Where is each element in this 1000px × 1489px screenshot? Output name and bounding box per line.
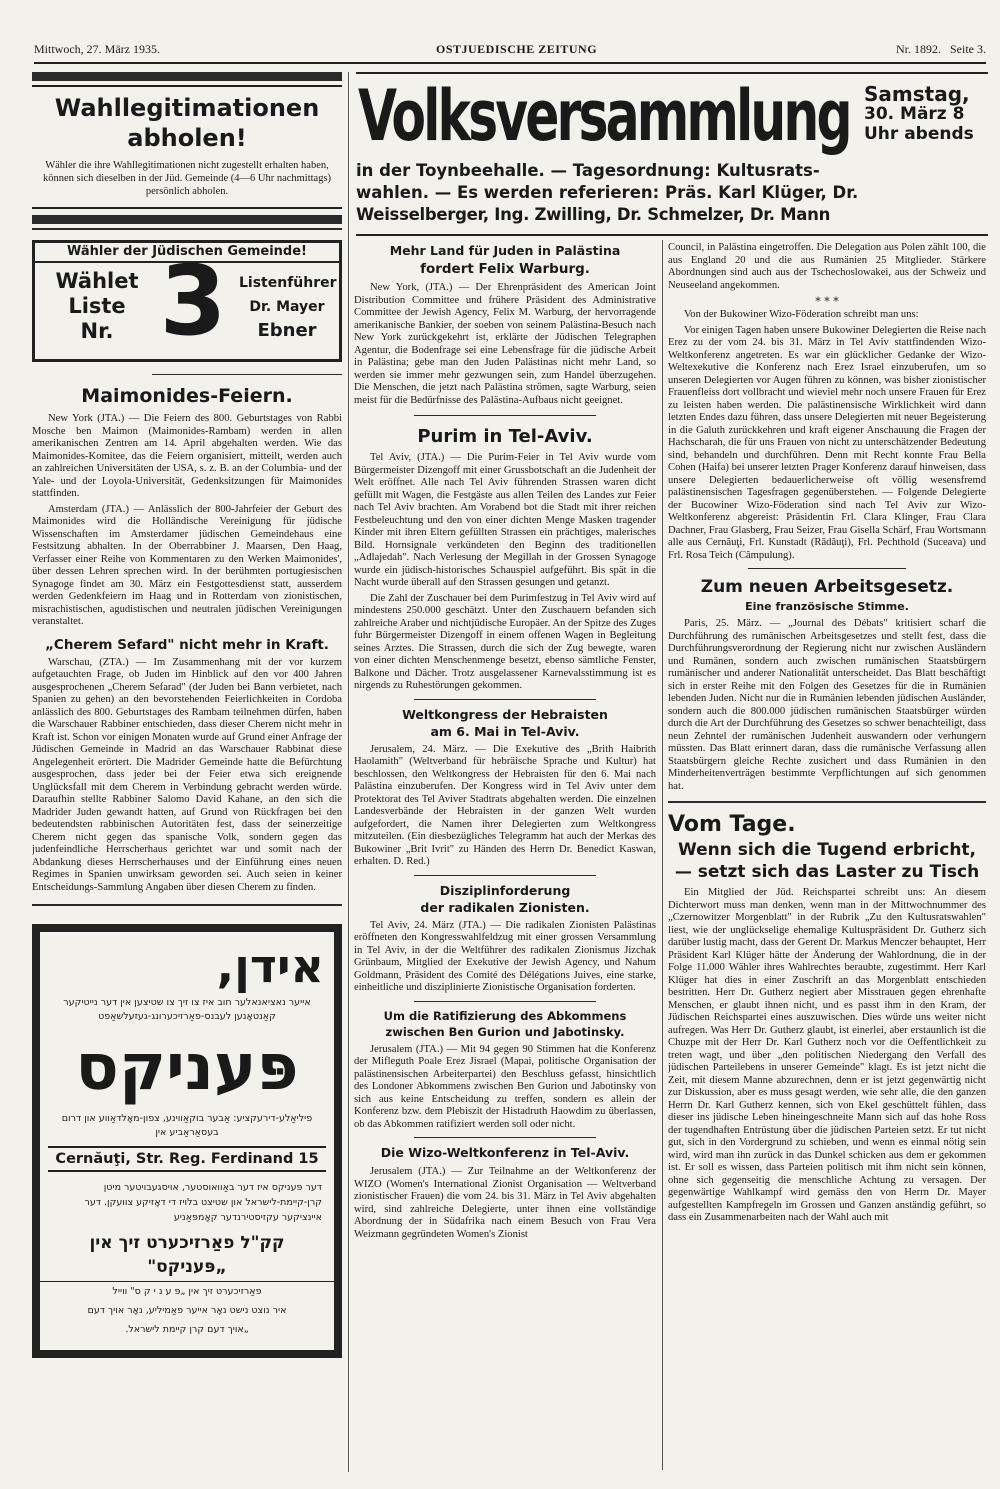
liste-right (239, 271, 335, 343)
liste-right-line: Listenführer (239, 275, 337, 291)
decorative-rule (32, 228, 342, 230)
liste-header: Wähler der Jüdischen Gemeinde! (35, 243, 339, 263)
liste-right-line: Ebner (257, 320, 317, 341)
ad-text: „אויך דעם קרן קיימת לישראל. (125, 1324, 249, 1335)
decorative-rule (414, 1137, 596, 1138)
liste-right-line: Dr. Mayer (249, 299, 325, 315)
liste-left-line: Liste (68, 294, 126, 318)
decorative-rule (414, 875, 596, 876)
volks-banner (356, 72, 988, 232)
liste-box (32, 240, 342, 362)
middle-column (354, 242, 656, 1472)
volks-line: Weisselberger, Ing. Zwilling, Dr. Schmelzer, Dr. Mann (356, 205, 831, 224)
ad-text: קק"ל פאַרזיכערט זיך אין „פּעניקס" (89, 1233, 285, 1277)
wahl-box (32, 85, 342, 209)
ratifiz-title: Um die Ratifizierung des Abkommens (383, 1008, 627, 1023)
ad-text: פאַרזיכערט זיך אין „פּ ע נ י ק ס" ווייל (40, 1281, 334, 1301)
wizo-paragraph: Von der Bukowiner Wizo-Föderation schreibt man uns: (684, 309, 919, 320)
wizo-title: Die Wizo-Weltkonferenz in Tel-Aviv. (380, 1145, 630, 1160)
masthead-page-number: Seite 3. (950, 42, 986, 56)
right-column (668, 242, 986, 1472)
tage-subtitle: Wenn sich die Tugend erbricht, (677, 840, 977, 860)
maimonides-paragraph: New York (JTA.) — Die Feiern des 800. Geburtstages von Rabbi Mosche ben Maimon (Maimonides-Rambam) werden in allen amerikanischen Zentren am 14. April abgehalten werden. Wie das Maimonides-Komitee, das die Feiern organisiert, mitteilt, werden auch an zahlreichen Universitäten der USA, s. z. B. an der Columbia- und der Yale- und der Loyola-Universität, Gedenksitzungen für Maimonides stattfinden. (32, 413, 342, 499)
volks-top-rule (356, 72, 988, 74)
decorative-rule (414, 699, 596, 700)
masthead-issue-page (896, 42, 986, 57)
decorative-rule (748, 568, 906, 569)
purim-title: Purim in Tel-Aviv. (417, 426, 593, 447)
purim-paragraph: Die Zahl der Zuschauer bei dem Purimfestzug in Tel Aviv wird auf mindestens 250.000 geschätzt. Unter den Zuschauern befanden sich zahlreiche Araber und nichtjüdische Europäer. An der Spitze des Zuges fuhr Bürgermeister Dizengoff in einem offenen Wagen in Begleitung seines Arztes. Die Strassen, durch die sich der Zug bewegte, waren von einer dichten Menschenmenge besetzt, ebenso sämtliche Fenster, Balkone und Dächer. Trotz ausgelassener Karnevalsstimmung ist es nirgends zu Ruhestörungen gekommen. (354, 592, 656, 691)
column-divider (662, 240, 663, 1470)
arbeit-subtitle: Eine französische Stimme. (745, 600, 909, 613)
maimonides-paragraph: Amsterdam (JTA.) — Anlässlich der 800-Jahrfeier der Geburt des Maimonides wird die Holländische Vereinigung für jüdische Wissenschaften im Amsterdamer jüdischen Gemeindehaus eine Festsitzung abhalten. In der Oberrabbiner J. Maarsen, Den Haag, Verfasser einer Reihe von Kommentaren zu den Werken Maimonides', über dessen Lehren sprechen wird. In der berühmten portugiesischen Synagoge findet am 30. März ein Festgottesdienst statt, ausserdem werden Gedenkfeiern im Haag und in Rotterdam von zionistischen, misrachistischen, agudistischen und neutralen jüdischen Vereinigungen veranstaltet. (32, 503, 342, 627)
left-column (32, 72, 342, 1472)
diszip-subtitle: der radikalen Zionisten. (420, 899, 590, 915)
masthead-paper-name: OSTJUEDISCHE ZEITUNG (436, 42, 598, 56)
arbeit-paragraph: Paris, 25. März. — „Journal des Débats" kritisiert scharf die Durchführung des rumänischen Arbeitsgesetzes und stellt fest, dass die Durchführungsverordnung der Regierung nicht nur zwischen Ausländern und Rumänen, sondern auch zwischen rumänischen Staatsbürgern rumänischer und anderer Nationalität unterscheidet. Das Blatt beschäftigt sich in erster Reihe mit den Folgen des Gesetzes für die in Rumänien lebenden Juden. Nicht nur die in Rumänien lebenden jüdischen Ausländer, sondern auch die 800.000 jüdischen rumänischen Staatsbürger würden durch die Art der Durchführung des Gesetzes so schwer benachteiligt, dass neun Zehntel der rumänischen Judenheit auswandern oder verhungern müssten. Das Blatt erinnert daran, dass die rumänische Verfassung allen Staatsbürgern gleiche Rechte zusichert und dass Rumänien in den Minderheitenverträgen bestimmte Verpflichtungen auf sich genommen hat. (668, 618, 986, 792)
tage-paragraph: Ein Mitglied der Jüd. Reichspartei schreibt uns: An diesem Dichterwort muss man denken, wenn man in der Mittwochnummer des „Czernowitzer Morgenblatt" in der Rubrik „Zu den Kultusratswahlen" liest, wie der unglückselige ehemalige Kultuspräsident Dr. Gutherz sich darüber lustig macht, dass der Gerent Dr. Markus Menczer behauptet, Herr Präsident Karl Klüger hätte der Änderung der Wahlordnung, die in der Folge 11.000 Wähler ihres Wahlrechtes beraubte, zugestimmt. Herr Karl Klüger hat dies in einer Zuschrift an das Morgenblatt entschieden bestritten. Herr Dr. Gutherz negiert aber Misstrauen gegen ehrenhafte Menschen, er glaubt ihnen nicht, und es passt ihm in den Kram, der Jüdischen Reichspartei eines auszuwischen. Dies würde uns weiter nicht aufregen. Was Herr Dr. Gutherz glaubt, ist einerlei, aber erstaunlich ist die Chuzpe mit der Herr Dr. Karl Gutherz noch vor die Oeffentlichkeit zu treten wagt, und über „den politischen Niedergang den Verfall des jüdischen Parteilebens in unserer Gemeinde" klagt. Es ist jetzt nicht die Zeit, mit diesem Manne abzurechnen, denn er ist jetzt gegenwärtig nicht zur Diskussion, aber es muss gesagt werden, wie sehr alle, die den ganzen Herrn Dr. Karl Gutherz kennen, sich von Ekel geschüttelt fühlen, dass dieser ins jüdische Leben hineingeschneite Mann sich auf das hohe Ross der tugendhaften Entrüstung über die jüdischen Parteien setzt. Er tut nicht gut, sich in den Vordergrund zu schieben, und wenn es einmal nötig sein wird, wird man ihn zurück in das Dunkel schicken aus dem er gekommen ist. Er soll es wissen, dass Parteien politisch mit ihm nicht sein können, ohne sich gegenseitig die menschliche Achtung zu versagen. Der gegenwärtige Wahlkampf wird gemäss den von Herrn Dr. Mayer aufgestellten Kampfregeln im Grossen und Ganzen anständig geführt, so dass ein Zusammenarbeiten nach der Wahl auch mit (668, 887, 986, 1223)
ratifiz-paragraph: Jerusalem (JTA.) — Mit 94 gegen 90 Stimmen hat die Konferenz der Mifleguth Poale Erez Jisrael (Mapai, politische Organisation der palästinensischen Arbeiterpartei) den Beschluss gefasst, hinsichtlich des Londoner Abkommens zwischen Ben Gurion und Jabotinsky von sich aus keine Entscheidung zu treffen, sondern es allein der Konferenz bzw. dem Plebiszit der Histadruth Haowdim zu überlassen, ob das Abkommen ratifiziert werden soll oder nicht. (354, 1043, 656, 1130)
cherem-paragraph: Warschau, (ZTA.) — Im Zusammenhang mit der vor kurzem aufgetauchten Frage, ob Juden im Hinblick auf den vor 400 Jahren ausgesprochenen „Cherem Sefarad" (der Juden bei Bann verbietet, nach Spanien zu gehen) an den bevorstehenden Feierlichkeiten in Cordoba anlässlich des 800. Geburtstages des Rambam teilnehmen dürfen, haben die Warschauer Rabbiner entschieden, dass dieser Cherem nicht mehr in Kraft ist. Schon vor einigen Monaten wurde auf Grund einer Anfrage der Jüdischen Gemeinde in Madrid an das Warschauer Rabbinat diese Angelegenheit erörtert. Die Madrider Gemeinde hatte die Befürchtung ausgesprochen, dass jeder bei der Feier etwa sich ereignende Unglücksfall mit dem Cherem in Verbindung gebracht werden würde. Daraufhin stellte Rabbiner Salomo David Kahane, an den sich die Madrider Juden gewandt hatten, auf Grund von Rückfragen bei den bedeutendsten rabbinischen Autoritäten fest, dass der seinerzeitige Cherem nicht gegen das spanische Volk, sondern gegen das judenfeindliche Herrscherhaus gerichtet war und somit nach der Abdankung dieses Herrscherhauses und der Einführung eines neuen Regimes in Spanien unwirksam geworden sei. Auch seien in keiner Entscheidungs-Sammlung Angaben über diesen Cherem zu finden. (32, 656, 342, 893)
land-title: Mehr Land für Juden in Palästina (389, 243, 621, 258)
volks-date: 30. März 8 (864, 104, 965, 124)
ad-address: Cernăuţi, Str. Reg. Ferdinand 15 (48, 1146, 326, 1172)
decorative-rule (32, 904, 342, 906)
ad-brand: פּעניקס (75, 1031, 299, 1105)
wahl-title: Wahllegitimationen (54, 94, 320, 122)
liste-number: 3 (159, 245, 227, 357)
masthead-date: Mittwoch, 27. März 1935. (34, 42, 160, 56)
wizo-paragraph: Vor einigen Tagen haben unsere Bukowiner Delegierten die Reise nach Erez zu der vom 24. bis 31. März in Tel Aviv stattfindenden Wizo-Weltkonferenz angetreten. Es war ein glücklicher Gedanke der Wizo-Weltexekutive die Konferenz nach Erez Israel einzuberufen, um so unseren Delegierten vor Augen führen zu können, was bisher zionistischer Frauenfleiss dort vollbracht und wieviel mehr noch unsere Frauen für Erez zu leisten haben werden. Die palästinensische Wirklichkeit wird dann letzten Endes dazu führen, dass unsere Delegierten mit neuer Begeisterung in die Galuth zurückkehren und kraft eigener Anschauung die Fragen der Hachscharah, die für uns Frauen von nicht zu unterschätzender Bedeutung sind, behandeln und durchführen. Denn mit Recht konnte Frau Bella Cohen (Haifa) bei unserer letzten Prager Konferenz darauf hinweisen, dass unsere Delegierten bedauerlicherweise oft völlig wesensfremd palästinensischen Tagesfragen gegenüberstehen. — Folgende Delegierte der Bucowiner Wizo-Föderation sind nach Tel Aviv zur Wizo-Weltkonferenz abgereist: Präsidentin Frl. Clara Klinger, Frau Clara Dachner, Frau Glasberg, Frau Seizer, Frau Gisella Schärf, Frau Wortsmann alle aus Cernăuţi, Frl. Kunstadt (Rădăuţi), Frl. Pechthold (Suceava) und Frl. Rosa Teich (Câmpulung). (668, 324, 986, 561)
wizo-paragraph-continued: Council, in Palästina eingetroffen. Die Delegation aus Polen zählt 100, die aus England 20 und die aus Rumänien 25 Mitglieder. Stärkere Abordnungen sind auch aus der Tschechoslowakei, aus der Schweiz und Neuseeland angekommen. (668, 242, 986, 291)
ratifiz-subtitle: zwischen Ben Gurion und Jabotinsky. (385, 1024, 625, 1039)
decorative-bar (32, 215, 342, 224)
phenix-ad (32, 924, 342, 1358)
diszip-paragraph: Tel Aviv, 24. März (JTA.) — Die radikalen Zionisten Palästinas eröffneten den Kongresswahlfeldzug mit einer grossen Versammlung in Tel Aviv, in der die Weltführer des radikalen Zionismus Jizchak Grünbaum, Mitglied der Exekutive der Jewish Agency, und Nahum Goldmann, Präsident des Comité des Délégations Juives, eine starke, einheitliche und disziplinierte Zionistische Organisation forderten. (354, 919, 656, 993)
maimonides-title: Maimonides-Feiern. (81, 385, 293, 407)
weltkongress-paragraph: Jerusalem, 24. März. — Die Exekutive des „Brith Haibrith Haolamith" (Weltverband für hebräische Sprache und Kultur) hat beschlossen, den Weltkongress der Hebraisten für den 6. Mai nach Palästina einzuberufen. Der Kongress wird in Tel Aviv unter dem Protektorat des Tel Aviver Stadtrats abgehalten werden. Die einzelnen Landesverbände der Hebraisten in der ganzen Welt wurden aufgefordert, die Namen ihrer Delegierten zum Weltkongress mitzuteilen. (Ein diesbezügliches Telegramm hat auch der Merkas des Bukowiner „Brit Ivrit" zu Händen des Herrn Dr. Benedict Kaswan, erhalten. D. Red.) (354, 743, 656, 867)
ad-text: דער פּעניקס איז דער באַוואוסטער, אויסגעבויטער מיטן קרן-קיימת-לישראל און שטיצט בלויז די דאָזיקע צוועקן. דער איינציקער עקזיסטירנדער קאָמפּאַניע (84, 1182, 322, 1223)
ad-text: איר נוצט נישט נאָר אייער פאַמיליע, נאָר אויך דעם (87, 1305, 287, 1316)
land-subtitle: fordert Felix Warburg. (420, 261, 590, 277)
masthead (34, 40, 986, 62)
arbeit-title: Zum neuen Arbeitsgesetz. (700, 577, 954, 597)
purim-paragraph: Tel Aviv, (JTA.) — Die Purim-Feier in Tel Aviv wurde vom Bürgermeister Dizengoff mit einer Grussbotschaft an die Judenheit der Welt eröffnet. Alle nach Tel Aviv führenden Strassen waren dicht gefüllt mit Wagen, die Festgäste aus allen Teilen des Landes zur Feier nach Tel Aviv brachten. Am Vorabend bot die Stadt mit ihrer reichen Festbeleuchtung und den von einer dichten Menge Masken tragender Kinder mit ihren Eltern gefüllten Strassen ein prächtiges, malerisches Bild. Hornsignale verkündeten den Beginn des traditionellen „Adlajedah". Nach Verlesung der Megillah in der Grossen Synagoge wurde ein jüdisch-historisches Schauspiel aufgeführt. Bis spät in die Nacht wurde überall auf den Strassen gesungen und getanzt. (354, 452, 656, 588)
diszip-title: Disziplinforderung (439, 882, 571, 898)
masthead-rule (34, 62, 986, 64)
ad-text: פיליאַלע-דירעקציע: אַבער בוקאַווינע, צפון-מאָלדאַווע און דרום בעסאַראַביע אין (61, 1113, 313, 1138)
decorative-rule (414, 1001, 596, 1002)
wahl-text: Wähler die ihre Wahllegitimationen nicht zugestellt erhalten haben, können sich dieselben in der Jüd. Gemeinde (4—6 Uhr nachmittags) persönlich abholen. (42, 160, 332, 197)
decorative-rule (668, 801, 986, 803)
volks-time: Uhr abends (864, 124, 974, 144)
weltkongress-subtitle: am 6. Mai in Tel-Aviv. (430, 723, 580, 739)
volks-line: wahlen. — Es werden referieren: Präs. Karl Klüger, Dr. (356, 183, 859, 202)
volks-day: Samstag, (864, 82, 970, 106)
column-divider (348, 72, 349, 1472)
volks-datebox (864, 84, 988, 144)
decorative-rule (152, 374, 342, 375)
volks-line: in der Toynbeehalle. — Tagesordnung: Kultusrats- (356, 161, 820, 180)
volks-lines (356, 160, 988, 226)
decorative-bar (32, 72, 342, 81)
volks-bottom-rule (356, 234, 988, 236)
liste-left-line: Wählet (55, 269, 139, 293)
wizo-paragraph: Jerusalem (JTA.) — Zur Teilnahme an der Weltkonferenz der WIZO (Women's International Zionist Organisation — Weltverband zionistischer Frauen) die vom 24. bis 31. März in Tel Aviv abgehalten wird, sind zahlreiche Delegierte, unter ihnen eine vollständige Abordnung der in Südafrika nach einem Besuch von Frau Vera Weizmann gegründeten Women's Zionist (354, 1166, 656, 1240)
ad-heading: אידן, (216, 939, 324, 993)
wahl-title-2: abholen! (127, 124, 247, 152)
tage-title: Vom Tage. (668, 812, 796, 837)
tage-subtitle: — setzt sich das Laster zu Tisch (674, 862, 980, 882)
cherem-title: „Cherem Sefard" nicht mehr in Kraft. (45, 636, 329, 653)
weltkongress-title: Weltkongress der Hebraisten (402, 706, 608, 722)
volks-title: Volksversammlung (358, 75, 850, 157)
section-stars: * * * (815, 295, 839, 308)
masthead-issue: Nr. 1892. (896, 42, 941, 56)
liste-left-line: Nr. (80, 319, 114, 343)
land-paragraph: New York, (JTA.) — Der Ehrenpräsident des American Joint Distribution Committee und frühere Präsident des Administrative Committee der Jewish Agency, Felix M. Warburg, der hervorragende amerikanische Bankier, der soeben von seinem Palästina-Besuch nach New York zurückgekehrt ist, erklärte der Jüdischen Telegraphen Agentur, die Bodenfrage sei eine Lebensfrage für die jüdische Arbeit in Palästina; gebe man den Juden Palästinas nicht mehr Land, so werden sie immer mehr gezwungen sein, zum Handel überzugehen. Die Menschen, die jetzt nach Palästina strömen, sagte Warburg, seien meist für die Bedürfnisse des Palästina-Aufbaus nicht geeignet. (354, 282, 656, 406)
liste-left (47, 269, 147, 344)
decorative-rule (414, 415, 596, 416)
ad-text: אייער נאציאנאלער חוב איז צו זיך צו שטיצען אין דער נייטיקער קאַנטאָנען לעבנס-פאַרזיכערונג-געזעלשאַפט (63, 997, 311, 1022)
